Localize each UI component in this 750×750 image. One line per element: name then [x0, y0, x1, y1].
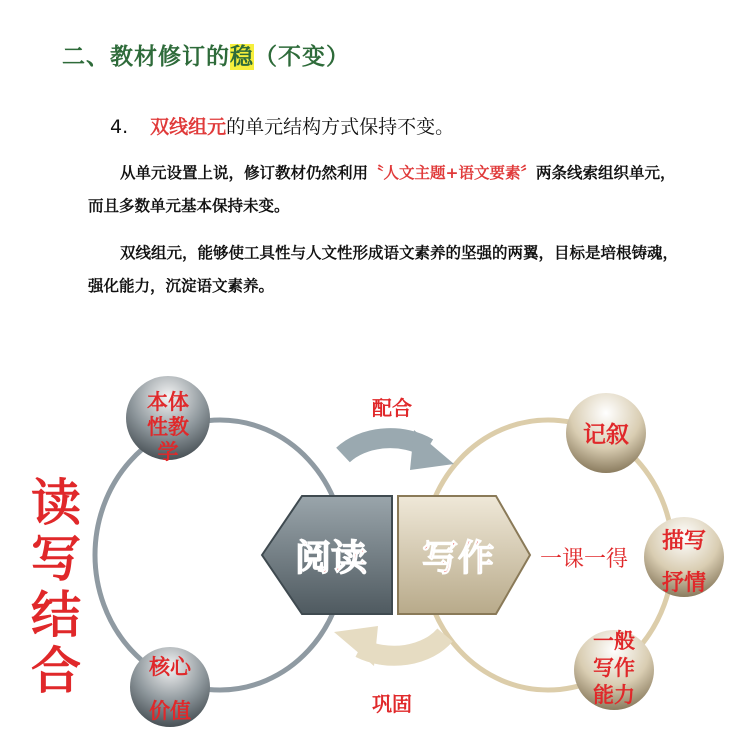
point-keyword: 双线组元	[150, 116, 227, 138]
side-label: 一课一得	[539, 547, 629, 572]
node2-line1: 核心	[149, 655, 191, 679]
paragraph-1	[88, 157, 688, 223]
node4-line2: 抒情	[661, 571, 707, 596]
para1-before: 从单元设置上说，修订教材仍然利用	[120, 164, 369, 182]
para1-quote: 〝人文主题+语文要素〞	[368, 164, 537, 182]
node3-line1: 记叙	[583, 422, 629, 448]
node5-line3: 能力	[593, 683, 635, 707]
top-arrow-head	[410, 430, 454, 470]
bottom-arrow-head	[334, 626, 378, 666]
node2-line2: 价值	[149, 699, 191, 723]
node1-line1: 本体	[147, 390, 189, 414]
top-arrow-label: 配合	[372, 396, 412, 420]
vtitle-char-1: 读	[31, 473, 81, 532]
section-heading	[62, 38, 350, 71]
reading-writing-diagram	[0, 330, 750, 750]
node4-line1: 描写	[661, 529, 707, 554]
vtitle-char-4: 合	[31, 641, 81, 700]
paragraph-2	[88, 237, 688, 303]
node5-line2: 写作	[593, 656, 635, 680]
node1-line3: 学	[157, 440, 179, 464]
heading-prefix: 二、教材修订的	[62, 44, 230, 70]
bottom-arrow-label: 巩固	[372, 692, 412, 716]
reading-label: 阅读	[294, 538, 368, 579]
heading-suffix: （不变）	[254, 44, 350, 70]
node5-line1: 一般	[593, 629, 635, 653]
vtitle-char-3: 结	[31, 585, 81, 644]
para1-after: 两条线索组织单元，而且多数单元基本保持未变。	[88, 164, 676, 215]
vertical-title	[31, 473, 81, 700]
node1-line2: 性教	[147, 415, 189, 439]
point-text: 的单元结构方式保持不变。	[226, 116, 455, 138]
point-number: 4.	[110, 116, 129, 138]
para2-text: 双线组元，能够使工具性与人文性形成语文素养的坚强的两翼，目标是培根铸魂，强化能力，沉淀语文素养。	[88, 244, 679, 295]
writing-label: 写作	[421, 538, 495, 579]
heading-highlight: 稳	[230, 44, 254, 70]
point-heading	[110, 112, 454, 139]
vtitle-char-2: 写	[31, 529, 81, 588]
